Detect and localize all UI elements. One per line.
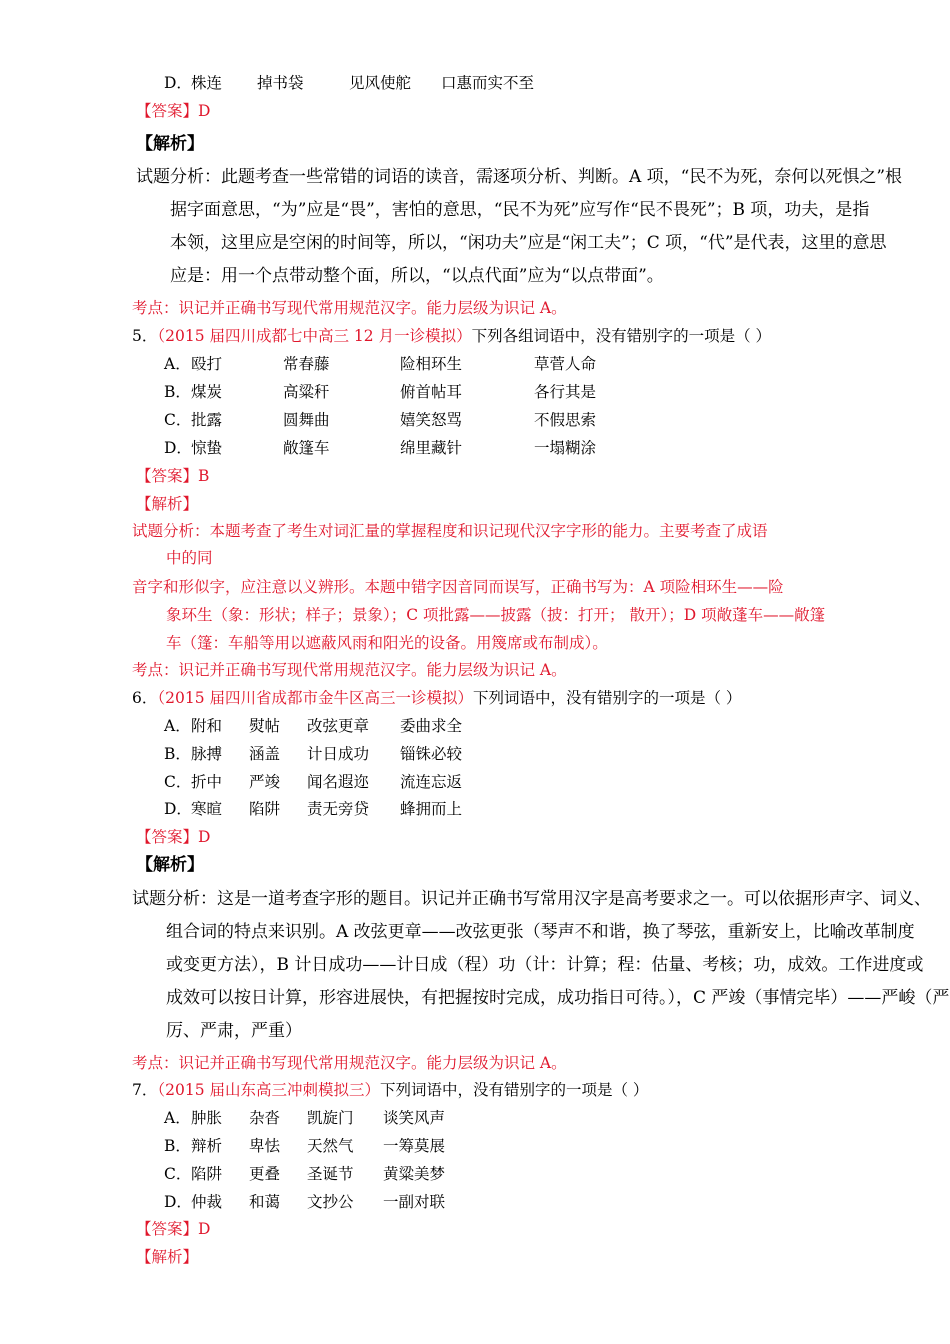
q6-kaodian: 考点：识记并正确书写现代常用规范汉字。能力层级为识记 A。: [132, 1054, 567, 1072]
q5-analysis-line: 试题分析：本题考查了考生对词汇量的掌握程度和识记现代汉字字形的能力。主要考查了成语: [132, 522, 768, 540]
q5-source: （2015 届四川成都七中高三 12 月一诊模拟）: [157, 327, 472, 345]
q6-option-a: A．附和 熨帖 改弦更章 委曲求全: [164, 717, 463, 735]
q7-stem: 7．（2015 届山东高三冲刺模拟三）下列词语中，没有错别字的一项是（ ）: [132, 1081, 649, 1099]
q5-option-a: A．殴打 常春藤 险相环生 草菅人命: [164, 355, 597, 373]
q7-option-d: D．仲裁 和蔼 文抄公 一副对联: [164, 1193, 446, 1211]
q6-analysis-line: 组合词的特点来识别。A 改弦更章——改弦更张（琴声不和谐，换了琴弦，重新安上，比喻改革制度: [166, 922, 915, 942]
q6-analysis-line: 厉、严肃，严重）: [166, 1021, 302, 1041]
q5-analysis-line: 中的同: [166, 549, 213, 567]
q6-analysis-line: 试题分析：这是一道考查字形的题目。识记并正确书写常用汉字是高考要求之一。可以依据形声字、词义、: [132, 889, 931, 909]
q5-analysis-heading: 【解析】: [136, 495, 199, 513]
q5-kaodian: 考点：识记并正确书写现代常用规范汉字。能力层级为识记 A。: [132, 661, 567, 679]
q7-answer: 【答案】D: [136, 1220, 211, 1238]
q5-option-b: B．煤炭 高粱秆 俯首帖耳 各行其是: [164, 383, 597, 401]
q5-analysis-line: 音字和形似字，应注意以义辨形。本题中错字因音同而误写，正确书写为：A 项险相环生——险: [132, 578, 784, 596]
q6-analysis-line: 成效可以按日计算，形容进展快，有把握按时完成，成功指日可待。），C 严竣（事情完毕）——严峻（严: [166, 988, 950, 1008]
q4-analysis-heading: 【解析】: [136, 134, 204, 154]
q6-source: （2015 届四川省成都市金牛区高三一诊模拟）: [157, 689, 473, 707]
q6-option-d: D．寒暄 陷阱 责无旁贷 蜂拥而上: [164, 800, 463, 818]
q6-option-c: C．折中 严竣 闻名遐迩 流连忘返: [164, 773, 463, 791]
q6-analysis-line: 或变更方法），B 计日成功——计日成（程）功（计：计算；程：估量、考核；功，成效。工作进度或: [166, 955, 924, 975]
q7-analysis-heading: 【解析】: [136, 1248, 199, 1266]
q5-option-c: C．批露 圆舞曲 嬉笑怒骂 不假思索: [164, 411, 597, 429]
q5-answer: 【答案】B: [136, 467, 210, 485]
q4-option-d: D．株连 掉书袋 见风使舵 口惠而实不至: [164, 74, 535, 92]
q7-source: （2015 届山东高三冲刺模拟三）: [157, 1081, 380, 1099]
q4-analysis-line: 据字面意思，“为”应是“畏”，害怕的意思，“民不为死”应写作“民不畏死”；B 项，功夫，是指: [170, 200, 870, 220]
q4-analysis-line: 应是：用一个点带动整个面，所以，“以点代面”应为“以点带面”。: [170, 266, 664, 286]
q4-answer: 【答案】D: [136, 102, 211, 120]
q5-analysis-line: 象环生（象：形状；样子；景象）；C 项批露——披露（披：打开； 散开）；D 项敞蓬车——敞篷: [166, 606, 826, 624]
q4-analysis-line: 试题分析：此题考查一些常错的词语的读音，需逐项分析、判断。A 项，“民不为死，奈何以死惧之”根: [136, 167, 903, 187]
q4-kaodian: 考点：识记并正确书写现代常用规范汉字。能力层级为识记 A。: [132, 299, 567, 317]
q6-stem: 6．（2015 届四川省成都市金牛区高三一诊模拟）下列词语中，没有错别字的一项是（ ）: [132, 689, 742, 707]
q6-analysis-heading: 【解析】: [136, 855, 204, 875]
q6-option-b: B．脉搏 涵盖 计日成功 锱铢必较: [164, 745, 463, 763]
q5-analysis-line: 车（篷：车船等用以遮蔽风雨和阳光的设备。用篾席或布制成）。: [166, 634, 608, 652]
q7-option-b: B．辩析 卑怯 天然气 一筹莫展: [164, 1137, 446, 1155]
q7-option-a: A．肿胀 杂沓 凯旋门 谈笑风声: [164, 1109, 446, 1127]
q4-analysis-line: 本领，这里应是空闲的时间等，所以，“闲功夫”应是“闲工夫”；C 项，“代”是代表，这里的意思: [170, 233, 887, 253]
q5-stem: 5．（2015 届四川成都七中高三 12 月一诊模拟）下列各组词语中，没有错别字的一项是（ ）: [132, 327, 772, 345]
q5-option-d: D．惊蛰 敞篷车 绵里藏针 一塌糊涂: [164, 439, 597, 457]
q7-option-c: C．陷阱 更叠 圣诞节 黄粱美梦: [164, 1165, 446, 1183]
q6-answer: 【答案】D: [136, 828, 211, 846]
